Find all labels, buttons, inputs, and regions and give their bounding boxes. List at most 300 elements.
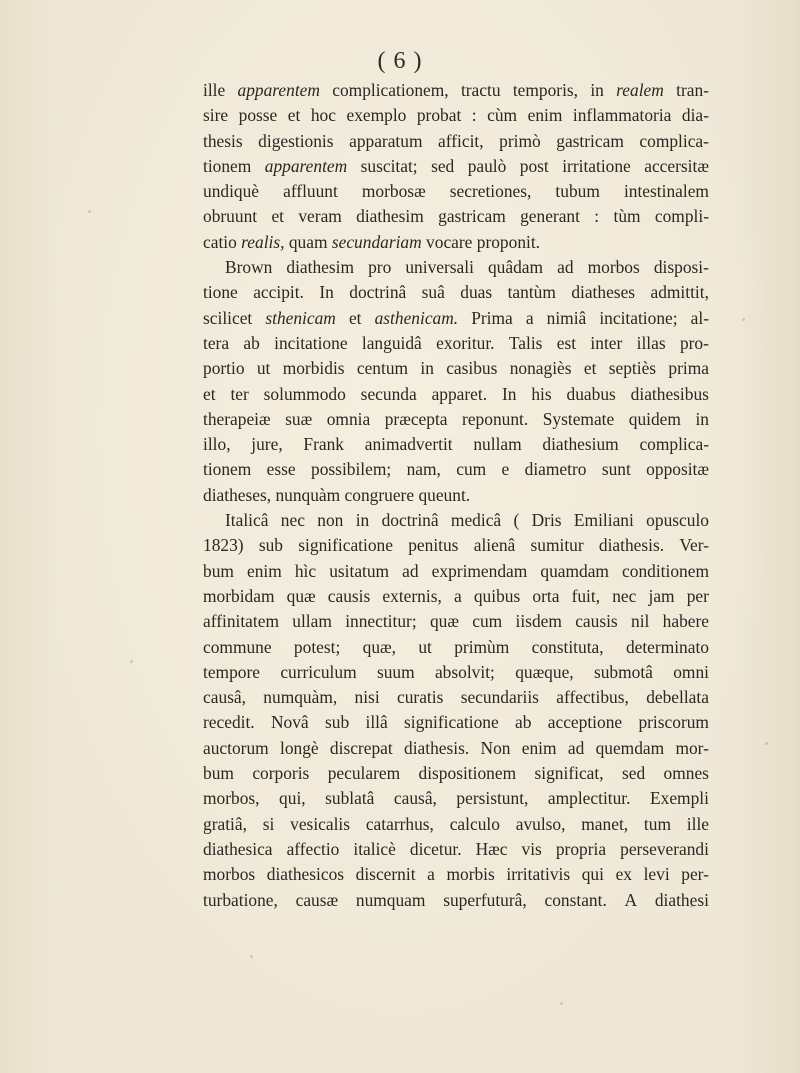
word: illas — [636, 332, 666, 353]
word: quâdam — [487, 257, 544, 278]
word: posse — [238, 105, 278, 126]
word: duabus — [566, 383, 616, 404]
word: omnes — [663, 763, 709, 784]
text-line — [203, 736, 709, 761]
word: constant. — [544, 889, 607, 910]
word: diathesi — [654, 889, 709, 910]
word: tùm — [613, 206, 641, 227]
word: qui, — [279, 788, 306, 809]
word: quam — [288, 231, 328, 252]
word: afficit, — [438, 130, 484, 151]
word: in — [420, 358, 434, 379]
word: sed — [621, 763, 646, 784]
text-line — [203, 356, 709, 381]
text-line — [203, 432, 709, 457]
word: diathesim — [286, 257, 355, 278]
word: tera — [203, 332, 230, 353]
word: ut — [256, 358, 271, 379]
text-line — [203, 255, 709, 280]
word: absolvit; — [434, 661, 495, 682]
text-line — [203, 710, 709, 735]
word: Emiliani — [573, 510, 634, 531]
word: nil — [631, 611, 650, 632]
word: in — [590, 80, 604, 100]
word: affectibus, — [556, 687, 629, 708]
word: pecularem — [327, 763, 401, 784]
word: suâ — [421, 282, 445, 303]
word: affinitatem — [203, 611, 279, 632]
word: paulò — [467, 155, 507, 176]
word: manet, — [581, 813, 629, 834]
word: gastricam — [556, 130, 624, 151]
body-text — [203, 78, 709, 913]
word: dicetur. — [409, 838, 462, 859]
word: ( — [513, 510, 520, 531]
word: quæ, — [362, 636, 396, 657]
word: sunt — [601, 459, 631, 480]
text-line — [203, 306, 709, 331]
italic-word: asthenicam. — [374, 307, 459, 328]
word: alienâ — [473, 535, 516, 556]
word: tum — [643, 813, 671, 834]
word: al- — [690, 307, 709, 328]
word: exprimendam — [431, 560, 528, 581]
word: determinato — [625, 636, 709, 657]
word: solummodo — [263, 383, 346, 404]
word: generant — [520, 206, 580, 227]
word: si — [262, 813, 275, 834]
text-line — [203, 533, 709, 558]
word: illo, — [203, 434, 231, 455]
word: omni — [673, 661, 709, 682]
word: accersitæ — [644, 155, 709, 176]
word: significatione — [298, 535, 393, 556]
word: hìc — [294, 560, 317, 581]
word: quæque, — [515, 661, 574, 682]
text-line — [203, 204, 709, 229]
word: pro- — [679, 332, 709, 353]
word: innectitur; — [345, 611, 417, 632]
word: nec — [612, 585, 637, 606]
word: doctrinâ — [381, 510, 439, 531]
word: secunda — [360, 383, 417, 404]
word: diathesicos — [266, 864, 345, 885]
word: : — [471, 105, 477, 126]
word: complica- — [639, 130, 709, 151]
word: numquàm, — [263, 687, 338, 708]
word: complicationem, — [332, 80, 449, 100]
word: Frank — [303, 434, 344, 455]
word: Systemate — [542, 408, 615, 429]
text-line — [203, 635, 709, 660]
word: numquam — [355, 889, 426, 910]
word: calculo — [449, 813, 500, 834]
word: diatheses — [571, 282, 636, 303]
word: Non — [480, 737, 511, 758]
word: dia- — [681, 105, 709, 126]
paper-speck — [742, 318, 745, 321]
word: ad — [402, 560, 419, 581]
word: therapeiæ — [203, 408, 271, 429]
text-line — [203, 78, 709, 103]
text-line — [203, 230, 709, 255]
word: animadvertit — [364, 434, 453, 455]
word: e — [501, 459, 510, 480]
word: possibilem; — [311, 459, 392, 480]
word: Italicâ — [225, 510, 269, 531]
word: enim — [527, 105, 563, 126]
word: languidâ — [361, 332, 422, 353]
paper-speck — [560, 1002, 563, 1005]
word: incitatione — [274, 332, 348, 353]
word: dispositionem — [418, 763, 517, 784]
text-line — [203, 407, 709, 432]
word: quidem — [628, 408, 681, 429]
word: vesicalis — [290, 813, 351, 834]
word: tione — [203, 282, 238, 303]
word: tran- — [676, 80, 709, 100]
page-number: ( 6 ) — [377, 48, 423, 74]
word: quemdam — [595, 737, 665, 758]
word: diathesim — [356, 206, 424, 227]
word: post — [519, 155, 549, 176]
word: Ver- — [679, 535, 709, 556]
word: proponit. — [476, 231, 541, 252]
word: fuit, — [571, 585, 601, 606]
word: tubum — [555, 181, 600, 202]
word: ab — [243, 332, 260, 353]
word: congruere — [344, 484, 415, 505]
word: longè — [279, 737, 319, 758]
word: queunt. — [418, 484, 471, 505]
word: mor- — [675, 737, 709, 758]
text-line — [203, 685, 709, 710]
word: probat — [416, 105, 462, 126]
word: suscitat; — [360, 155, 418, 176]
word: apparatum — [349, 130, 423, 151]
word: secretiones, — [449, 181, 532, 202]
word: ullam — [292, 611, 332, 632]
word: Novâ — [270, 712, 309, 733]
word: et — [583, 358, 597, 379]
word: ab — [515, 712, 532, 733]
word: enim — [247, 560, 282, 581]
word: ex — [615, 864, 632, 885]
word: primò — [499, 130, 541, 151]
word: diathesis. — [404, 737, 470, 758]
word: a — [525, 307, 534, 328]
word: turbatione, — [203, 889, 278, 910]
paper-speck — [88, 210, 91, 213]
word: tempore — [203, 661, 260, 682]
text-line — [203, 280, 709, 305]
word: omnia — [326, 408, 371, 429]
word: iisdem — [515, 611, 562, 632]
word: doctrinâ — [349, 282, 407, 303]
word: digestionis — [258, 130, 334, 151]
text-line — [203, 129, 709, 154]
word: exoritur. — [436, 332, 495, 353]
word: tantùm — [507, 282, 556, 303]
word: bum — [203, 763, 234, 784]
word: perseverandi — [620, 838, 709, 859]
word: vis — [521, 838, 542, 859]
word: nonagiès — [509, 358, 572, 379]
word: a — [427, 864, 435, 885]
word: A — [624, 889, 638, 910]
word: intestinalem — [623, 181, 709, 202]
word: a — [453, 585, 462, 606]
word: cum — [472, 611, 503, 632]
text-line — [203, 457, 709, 482]
word: per — [686, 585, 709, 606]
word: non — [317, 510, 344, 531]
word: quibus — [473, 585, 521, 606]
italic-word: sthenicam — [265, 307, 336, 328]
word: corporis — [252, 763, 310, 784]
word: significat, — [534, 763, 604, 784]
word: per- — [681, 864, 709, 885]
text-line — [203, 786, 709, 811]
italic-word: realis, — [241, 231, 285, 252]
word: causis — [327, 585, 371, 606]
word: acceptione — [547, 712, 623, 733]
word: et — [348, 307, 362, 328]
word: diathesium — [542, 434, 619, 455]
word: undiquè — [203, 181, 260, 202]
word: cum — [456, 459, 487, 480]
word: præcepta — [384, 408, 448, 429]
word: thesis — [203, 130, 243, 151]
word: penitus — [408, 535, 459, 556]
word: cùm — [487, 105, 518, 126]
word: Prima — [471, 307, 513, 328]
word: quæ — [429, 611, 459, 632]
word: hoc — [310, 105, 336, 126]
word: sumitur — [530, 535, 584, 556]
italic-word: apparentem — [264, 155, 348, 176]
word: superfuturâ, — [443, 889, 527, 910]
word: orta — [532, 585, 560, 606]
text-line — [203, 179, 709, 204]
word: diathesis. — [598, 535, 665, 556]
text-line — [203, 559, 709, 584]
word: amplectitur. — [547, 788, 631, 809]
word: nullam — [473, 434, 522, 455]
word: his — [531, 383, 552, 404]
word: tractu — [460, 80, 501, 100]
word: admittit, — [650, 282, 709, 303]
text-line — [203, 862, 709, 887]
word: curatis — [397, 687, 444, 708]
word: obruunt — [203, 206, 258, 227]
word: et — [287, 105, 301, 126]
word: : — [594, 206, 600, 227]
word: suum — [376, 661, 415, 682]
word: exemplo — [346, 105, 407, 126]
word: prima — [668, 358, 709, 379]
word: commune — [203, 636, 272, 657]
word: bum — [203, 560, 234, 581]
word: conditionem — [622, 560, 709, 581]
word: affectio — [286, 838, 340, 859]
word: in — [695, 408, 709, 429]
word: causæ — [295, 889, 339, 910]
word: et — [203, 383, 216, 404]
word: temporis, — [512, 80, 579, 100]
word: italicè — [353, 838, 396, 859]
word: recedit. — [203, 712, 255, 733]
word: submotâ — [593, 661, 653, 682]
word: sub — [324, 712, 350, 733]
word: incitatione; — [599, 307, 678, 328]
text-line — [203, 154, 709, 179]
word: nam, — [406, 459, 441, 480]
text-line — [203, 837, 709, 862]
word: inflammatoria — [572, 105, 672, 126]
word: sed — [431, 155, 455, 176]
word: morbos, — [203, 788, 260, 809]
word: est — [556, 332, 577, 353]
word: discrepat — [329, 737, 393, 758]
word: 1823) — [203, 535, 244, 556]
text-line — [203, 508, 709, 533]
word: et — [271, 206, 285, 227]
word: in — [355, 510, 370, 531]
word: disposi- — [653, 257, 709, 278]
word: universali — [405, 257, 474, 278]
word: catio — [203, 231, 237, 252]
paper-speck — [765, 742, 768, 745]
italic-word: secundariam — [331, 231, 422, 252]
word: avulso, — [515, 813, 566, 834]
word: ad — [567, 737, 585, 758]
word: morbosæ — [361, 181, 426, 202]
word: sub — [258, 535, 284, 556]
word: significatione — [404, 712, 499, 733]
word: irritatione — [562, 155, 631, 176]
word: pro — [368, 257, 392, 278]
word: causâ, — [203, 687, 246, 708]
word: morbis — [446, 864, 495, 885]
word: gastricam — [438, 206, 506, 227]
word: ad — [557, 257, 574, 278]
word: Dris — [531, 510, 562, 531]
word: In — [319, 282, 334, 303]
word: nimiâ — [546, 307, 587, 328]
word: priscorum — [638, 712, 709, 733]
word: reponunt. — [462, 408, 529, 429]
word: qui — [581, 864, 604, 885]
word: veram — [298, 206, 342, 227]
text-line — [203, 609, 709, 634]
text-line — [203, 483, 709, 508]
word: catarrhus, — [365, 813, 434, 834]
text-line — [203, 103, 709, 128]
word: apparet. — [431, 383, 488, 404]
word: affluunt — [283, 181, 338, 202]
word: portio — [203, 358, 245, 379]
word: ille — [686, 813, 709, 834]
word: vocare — [426, 231, 473, 252]
word: In — [501, 383, 517, 404]
word: diametro — [524, 459, 587, 480]
paper-speck — [250, 955, 253, 958]
word: morbidam — [203, 585, 275, 606]
paper-speck — [410, 140, 413, 143]
word: inter — [590, 332, 623, 353]
word: Talis — [508, 332, 543, 353]
word: Brown — [225, 257, 273, 278]
word: primùm — [454, 636, 510, 657]
word: illâ — [365, 712, 388, 733]
word: persistunt, — [456, 788, 529, 809]
word: nisi — [354, 687, 380, 708]
word: quæ — [286, 585, 316, 606]
word: debellata — [646, 687, 709, 708]
word: diathesica — [203, 838, 273, 859]
word: causâ, — [393, 788, 437, 809]
text-line — [203, 584, 709, 609]
word: ter — [230, 383, 249, 404]
word: ille — [203, 80, 226, 100]
word: complica- — [639, 434, 709, 455]
word: diathesibus — [630, 383, 709, 404]
word: constituta, — [531, 636, 604, 657]
word: causis — [575, 611, 618, 632]
word: auctorum — [203, 737, 269, 758]
paper-speck — [130, 660, 133, 663]
word: externis, — [382, 585, 442, 606]
italic-word: apparentem — [237, 80, 320, 100]
word: nec — [280, 510, 305, 531]
word: casibus — [446, 358, 498, 379]
word: enim — [521, 737, 557, 758]
word: potest; — [293, 636, 341, 657]
word: morbos — [203, 864, 256, 885]
word: centum — [356, 358, 409, 379]
word: morbidis — [282, 358, 345, 379]
text-line — [203, 660, 709, 685]
word: levi — [643, 864, 670, 885]
paper-speck — [690, 905, 693, 908]
word: opusculo — [646, 510, 709, 531]
word: suæ — [285, 408, 313, 429]
word: curriculum — [280, 661, 357, 682]
word: usitatum — [329, 560, 390, 581]
word: quamdam — [540, 560, 609, 581]
word: diatheses, — [203, 484, 272, 505]
word: medicâ — [450, 510, 502, 531]
word: discernit — [355, 864, 416, 885]
text-line — [203, 888, 709, 913]
word: compli- — [654, 206, 709, 227]
word: habere — [662, 611, 709, 632]
word: oppositæ — [646, 459, 709, 480]
word: irritativis — [506, 864, 571, 885]
word: propria — [555, 838, 607, 859]
word: tionem — [203, 155, 252, 176]
word: sublatâ — [325, 788, 375, 809]
text-line — [203, 331, 709, 356]
text-line — [203, 761, 709, 786]
word: Hæc — [475, 838, 508, 859]
word: Exempli — [650, 788, 709, 809]
word: jam — [648, 585, 675, 606]
word: duas — [460, 282, 493, 303]
word: scilicet — [203, 307, 253, 328]
word: sire — [203, 105, 229, 126]
